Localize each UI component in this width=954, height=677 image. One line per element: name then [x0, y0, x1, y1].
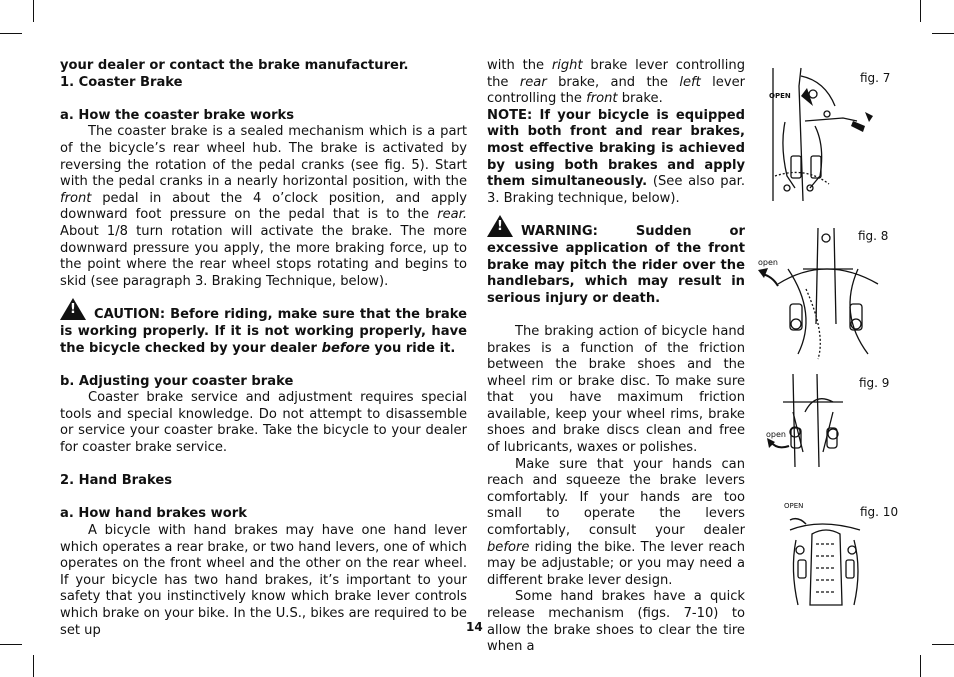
- fig-9-label: fig. 9: [859, 376, 890, 390]
- subheading-how-coaster-works: a. How the coaster brake works: [60, 107, 295, 123]
- crop-mark: [33, 0, 34, 22]
- crop-mark: [920, 0, 921, 22]
- warning-triangle-icon: [487, 215, 513, 237]
- open-label: OPEN: [784, 502, 804, 510]
- text: About 1/8 turn rotation will activate the brake. The more downward pressure you apply, the more braking force, up to the point where the rear wheel stops rotating and begins to skid (see paragraph 3. Braking Technique, below).: [60, 223, 467, 289]
- open-label: open: [758, 258, 778, 267]
- fig-8-label: fig. 8: [858, 229, 889, 243]
- text: brake.: [617, 91, 663, 107]
- paragraph-hand-brakes: A bicycle with hand brakes may have one hand lever which operates a rear brake, or two hand levers, one of which operates on the front wheel and the other on the rear wheel. If your bicycle has two hand brakes, it’s important to your safety that you instinctively know which brake lever controls which brake on your bike. In the U.S., bikes are required to be set up: [60, 523, 467, 638]
- brake-illustration: [765, 66, 895, 206]
- page-number: 14: [466, 620, 483, 634]
- text: with the: [487, 58, 552, 73]
- text: CAUTION: Before riding, make sure that the brake is working properly. If it is not working properly, have the bicycle checked by your dealer: [60, 307, 467, 356]
- text: (See also par. 3. Braking technique, below).: [487, 174, 745, 206]
- fig-7-label: fig. 7: [860, 71, 891, 85]
- paragraph-quick-release: Some hand brakes have a quick release mechanism (figs. 7-10) to allow the brake shoes to clear the tire when a: [487, 589, 745, 655]
- section-heading-coaster-brake: 1. Coaster Brake: [60, 74, 183, 90]
- warning-notice: [487, 215, 745, 307]
- warning-triangle-icon: [60, 298, 86, 320]
- crop-mark: [0, 33, 22, 34]
- paragraph-lever-setup: [487, 58, 745, 108]
- italic-text: rear.: [437, 207, 467, 223]
- subheading-how-hand-brakes-work: a. How hand brakes work: [60, 506, 247, 522]
- italic-text: before: [321, 340, 370, 356]
- text: you ride it.: [369, 340, 456, 356]
- fig-10-label: fig. 10: [860, 505, 899, 519]
- italic-text: front: [586, 91, 618, 107]
- text: lever controlling the: [487, 74, 746, 107]
- italic-text: left: [679, 74, 701, 90]
- right-column: [487, 58, 745, 656]
- open-label: OPEN: [769, 92, 791, 100]
- figure-8-cantilever-brake: [758, 224, 898, 364]
- section-heading-hand-brakes: 2. Hand Brakes: [60, 473, 172, 489]
- crop-mark: [920, 655, 921, 677]
- crop-mark: [33, 655, 34, 677]
- italic-text: right: [551, 58, 583, 73]
- open-label: open: [766, 430, 786, 439]
- crop-mark: [0, 644, 22, 645]
- text: riding the bike. The lever reach may be adjustable; or you may need a different brake lever design.: [487, 539, 745, 588]
- paragraph-lever-reach: [487, 457, 745, 590]
- crop-mark: [932, 33, 954, 34]
- paragraph-friction: The braking action of bicycle hand brakes is a function of the friction between the brake shoes and the wheel rim or brake disc. To make sure that you have maximum friction available, keep your wheel rims, brake shoes and brake discs clean and free of lubricants, waxes or polishes.: [487, 323, 745, 456]
- paragraph-coaster-service: Coaster brake service and adjustment requires special tools and special knowledge. Do not attempt to disassemble or service your coaster brake. Take the bicycle to your dealer for coaster brake service.: [60, 390, 467, 456]
- subheading-adjusting-coaster: b. Adjusting your coaster brake: [60, 373, 294, 389]
- crop-mark: [932, 644, 954, 645]
- figure-9-v-brake: [763, 372, 893, 472]
- figure-7-sidepull-brake: [765, 66, 895, 206]
- italic-text: before: [487, 539, 530, 555]
- left-column: [60, 58, 467, 639]
- text: brake lever controlling the: [487, 58, 746, 90]
- text: The coaster brake is a sealed mechanism which is a part of the bicycle’s rear wheel hub. The brake is activated by reversing the rotation of the pedal cranks (see fig. 5). Start with the pedal cranks in a nearly horizontal position, with the: [60, 124, 467, 190]
- note-paragraph: [487, 108, 745, 208]
- text: WARNING: Sudden or excessive application of the front brake may pitch the rider over the handlebars, which may result in serious injury or death.: [487, 224, 745, 306]
- paragraph-coaster-mechanism: [60, 124, 467, 290]
- continued-sentence: your dealer or contact the brake manufacturer.: [60, 58, 409, 73]
- italic-text: front: [60, 190, 92, 206]
- brake-illustration: [758, 224, 898, 364]
- text: pedal in about the 4 o’clock position, and apply downward foot pressure on the pedal that is to the: [60, 190, 467, 223]
- note-text: NOTE: If your bicycle is equipped with both front and rear brakes, most effective braking is achieved by using both brakes and apply them simultaneously.: [487, 107, 745, 190]
- figure-10-caliper-brake: [780, 500, 905, 610]
- italic-text: rear: [519, 74, 547, 90]
- caution-notice: [60, 298, 467, 357]
- text: brake, and the: [546, 74, 680, 90]
- text: Make sure that your hands can reach and squeeze the brake levers comfortably. If your hands are too small to operate the levers comfortably, consult your dealer: [487, 456, 745, 539]
